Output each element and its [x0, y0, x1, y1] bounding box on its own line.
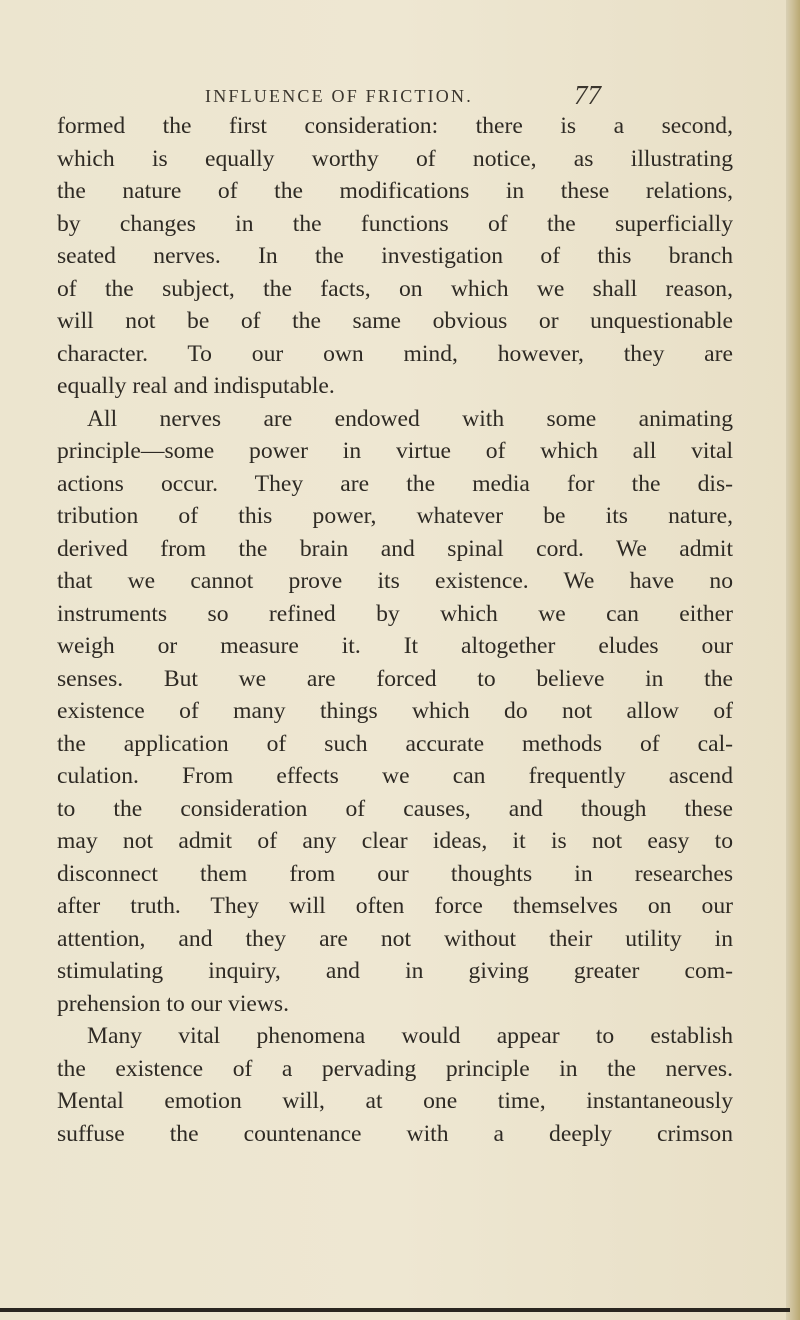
text-line: weigh or measure it. It altogether eludes our — [57, 633, 733, 659]
text-line: after truth. They will often force themselves on our — [57, 893, 733, 919]
text-line: the nature of the modifications in these relations, — [57, 178, 733, 204]
running-head: INFLUENCE OF FRICTION. — [205, 86, 473, 106]
page-edge — [786, 0, 800, 1320]
bottom-rule — [0, 1308, 790, 1312]
text-line: suffuse the countenance with a deeply crimson — [57, 1120, 733, 1147]
text-line: that we cannot prove its existence. We have no — [57, 568, 733, 594]
text-line: instruments so refined by which we can either — [57, 600, 733, 627]
body-text — [57, 110, 733, 1150]
text-line: existence of many things which do not allow of — [57, 698, 733, 724]
text-line: attention, and they are not without their utility in — [57, 925, 733, 952]
text-line: senses. But we are forced to believe in the — [57, 665, 733, 692]
text-line: seated nerves. In the investigation of this branch — [57, 243, 733, 269]
text-line: character. To our own mind, however, they are — [57, 340, 733, 367]
text-line: will not be of the same obvious or unquestionable — [57, 308, 733, 334]
text-line: may not admit of any clear ideas, it is not easy to — [57, 828, 733, 854]
text-line: derived from the brain and spinal cord. We admit — [57, 535, 733, 562]
text-line: disconnect them from our thoughts in researches — [57, 860, 733, 887]
text-line: All nerves are endowed with some animating — [87, 405, 733, 432]
text-line: principle—some power in virtue of which all vital — [57, 438, 733, 464]
page-number: 77 — [574, 80, 601, 110]
text-line: equally real and indisputable. — [57, 373, 335, 399]
text-line: the application of such accurate methods of cal- — [57, 730, 733, 757]
text-line: which is equally worthy of notice, as illustrating — [57, 145, 733, 172]
text-line: Many vital phenomena would appear to establish — [87, 1023, 733, 1049]
text-line: formed the first consideration: there is a second, — [57, 113, 733, 139]
text-line: the existence of a pervading principle in the nerves. — [57, 1055, 733, 1082]
text-line: by changes in the functions of the superficially — [57, 210, 733, 237]
text-line: actions occur. They are the media for the dis- — [57, 470, 733, 497]
text-line: stimulating inquiry, and in giving greater com- — [57, 958, 733, 984]
text-line: tribution of this power, whatever be its nature, — [57, 503, 733, 529]
text-line: of the subject, the facts, on which we shall reason, — [57, 275, 733, 302]
page-header — [0, 80, 790, 110]
text-line: Mental emotion will, at one time, instantaneously — [57, 1088, 733, 1114]
text-line: prehension to our views. — [57, 990, 289, 1017]
text-line: culation. From effects we can frequently ascend — [57, 763, 733, 789]
text-line: to the consideration of causes, and though these — [57, 795, 733, 822]
